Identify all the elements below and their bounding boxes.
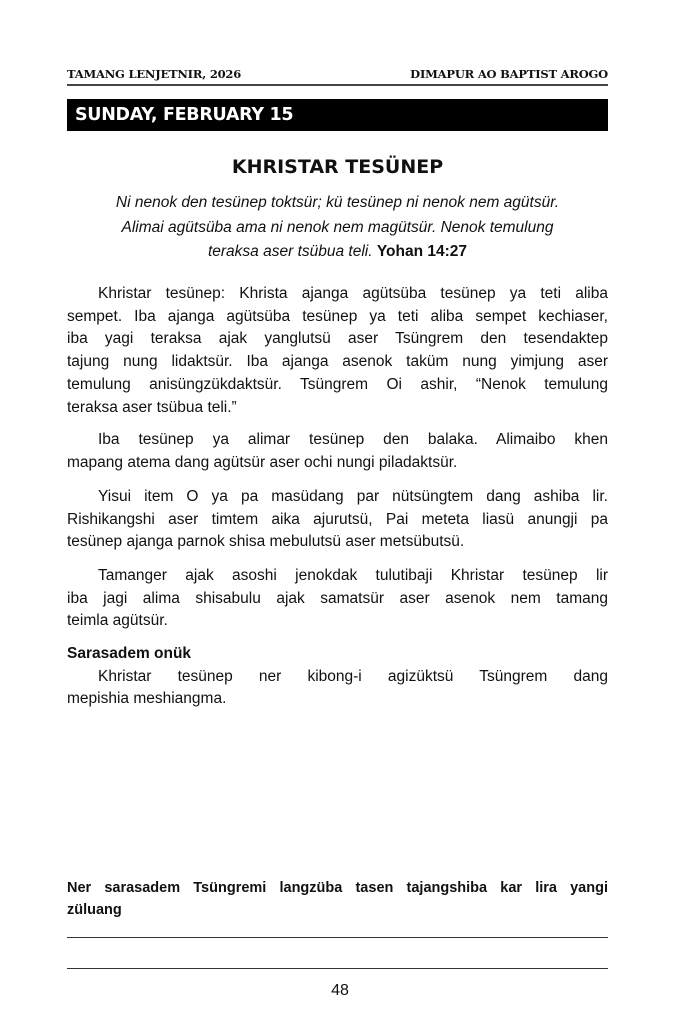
header-divider [67, 84, 608, 86]
text-line: teraksa aser tsübua teli.” [67, 398, 237, 416]
text-line: Tamanger ajak asoshi jenokdak tulutibaji Khristar tesünep lir [98, 567, 608, 584]
paragraph-4 [67, 565, 608, 633]
writing-line [67, 968, 608, 969]
prompt-line: züluang [67, 902, 122, 918]
text-line: tajung nung lidaktsür. Iba ajanga asenok taküm nung yimjung aser [67, 353, 608, 371]
verse-line: Alimai agütsüba ama ni nenok nem magütsür. Nenok temulung [121, 218, 554, 236]
text-line: Khristar tesünep ner kibong-i agizüktsü Tsüngrem dang [98, 667, 608, 685]
text-line: sempet. Iba ajanga agütsüba tesünep ya teti aliba sempet kechiaser, [67, 307, 608, 325]
prayer-heading: Sarasadem onük [67, 645, 192, 662]
verse-line-last [67, 240, 608, 265]
prompt-line: Ner sarasadem Tsüngremi langzüba tasen tajangshiba kar lira yangi [67, 880, 608, 896]
paragraph-2 [67, 429, 608, 474]
scripture-verse [67, 191, 608, 265]
verse-reference: Yohan 14:27 [376, 243, 468, 260]
text-line: Rishikangshi aser timtem aika ajurutsü, Pai meteta liasü anungji pa [67, 510, 608, 528]
text-line: mepishia meshiangma. [67, 690, 227, 708]
paragraph-1 [67, 283, 608, 419]
header-left: TAMANG LENJETNIR, 2026 [67, 67, 242, 81]
text-line: Yisui item O ya pa masüdang par nütsüngtem dang ashiba lir. [98, 488, 608, 505]
text-line: Iba tesünep ya alimar tesünep den balaka. Alimaibo khen [98, 431, 608, 448]
text-line: mapang atema dang agütsür aser ochi nungi piladaktsür. [67, 453, 458, 471]
text-line: iba jagi alima shisabulu ajak samatsür aser asenok nem tamang [67, 589, 608, 607]
prayer-section [67, 643, 608, 711]
verse-line: Ni nenok den tesünep toktsür; kü tesünep ni nenok nem agütsür. [115, 194, 560, 211]
writing-line [67, 937, 608, 938]
page-number: 48 [331, 982, 349, 999]
date-banner: SUNDAY, FEBRUARY 15 [67, 99, 608, 131]
text-line: Khristar tesünep: Khrista ajanga agütsüba tesünep ya teti aliba [98, 285, 608, 302]
text-line: teimla agütsür. [67, 612, 168, 630]
reflection-prompt [67, 877, 608, 921]
text-line: temulung anisüngzükdaktsür. Tsüngrem Oi ashir, “Nenok temulung [67, 375, 608, 393]
header-right: DIMAPUR AO BAPTIST AROGO [410, 67, 608, 81]
verse-line: teraksa aser tsübua teli. [207, 243, 373, 260]
devotion-title: KHRISTAR TESÜNEP [231, 156, 444, 178]
running-header [67, 64, 608, 84]
text-line: tesünep ajanga parnok shisa mebulutsü aser metsübutsü. [67, 533, 465, 551]
paragraph-3 [67, 486, 608, 554]
text-line: iba yagi teraksa ajak yanglutsü aser Tsüngrem den tesendaktep [67, 330, 608, 348]
